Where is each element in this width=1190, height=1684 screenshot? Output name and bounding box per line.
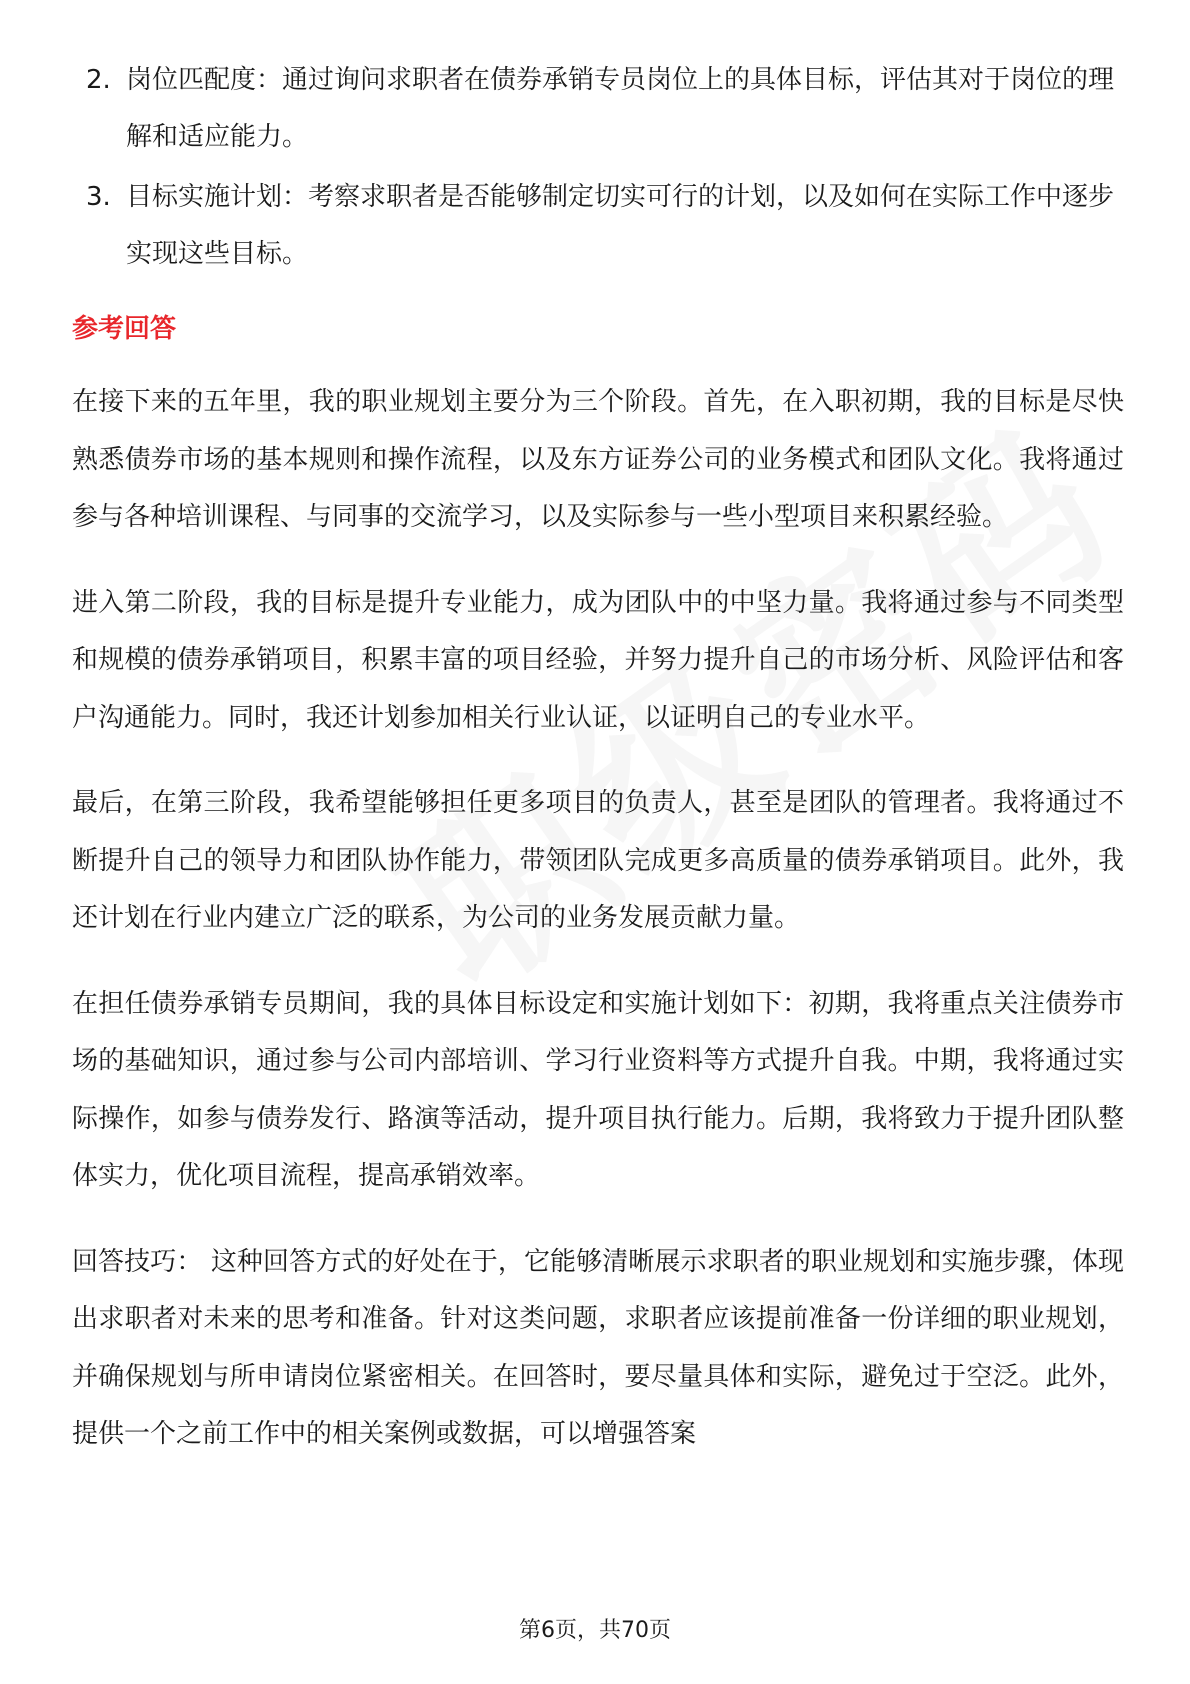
list-item-number: 2.	[86, 65, 111, 95]
paragraph: 在担任债券承销专员期间，我的具体目标设定和实施计划如下：初期，我将重点关注债券市场的基础知识，通过参与公司内部培训、学习行业资料等方式提升自我。中期，我将通过实际操作，如参与债券发行、路演等活动，提升项目执行能力。后期，我将致力于提升团队整体实力，优化项目流程，提高承销效率。	[72, 988, 1124, 1191]
paragraph: 最后，在第三阶段，我希望能够担任更多项目的负责人，甚至是团队的管理者。我将通过不断提升自己的领导力和团队协作能力，带领团队完成更多高质量的债券承销项目。此外，我还计划在行业内建立广泛的联系，为公司的业务发展贡献力量。	[72, 788, 1124, 933]
page-number-footer: 第6页，共70页	[519, 1618, 671, 1643]
paragraph: 进入第二阶段，我的目标是提升专业能力，成为团队中的中坚力量。我将通过参与不同类型和规模的债券承销项目，积累丰富的项目经验，并努力提升自己的市场分析、风险评估和客户沟通能力。同时，我还计划参加相关行业认证，以证明自己的专业水平。	[72, 587, 1124, 733]
document-page	[72, 52, 1124, 1492]
list-item	[72, 169, 1124, 283]
numbered-list	[72, 52, 1124, 283]
list-item-text: 岗位匹配度：通过询问求职者在债券承销专员岗位上的具体目标，评估其对于岗位的理解和适应能力。	[126, 65, 1115, 152]
paragraph: 回答技巧： 这种回答方式的好处在于，它能够清晰展示求职者的职业规划和实施步骤，体现出求职者对未来的思考和准备。针对这类问题，求职者应该提前准备一份详细的职业规划，并确保规划与所申请岗位紧密相关。在回答时，要尽量具体和实际，避免过于空泛。此外，提供一个之前工作中的相关案例或数据，可以增强答案	[72, 1246, 1124, 1449]
list-item-text: 目标实施计划：考察求职者是否能够制定切实可行的计划，以及如何在实际工作中逐步实现这些目标。	[126, 182, 1115, 269]
paragraph: 在接下来的五年里，我的职业规划主要分为三个阶段。首先，在入职初期，我的目标是尽快熟悉债券市场的基本规则和操作流程，以及东方证券公司的业务模式和团队文化。我将通过参与各种培训课程、与同事的交流学习，以及实际参与一些小型项目来积累经验。	[72, 387, 1124, 532]
list-item	[72, 52, 1124, 166]
list-item-number: 3.	[86, 182, 111, 212]
section-heading: 参考回答	[72, 314, 177, 344]
